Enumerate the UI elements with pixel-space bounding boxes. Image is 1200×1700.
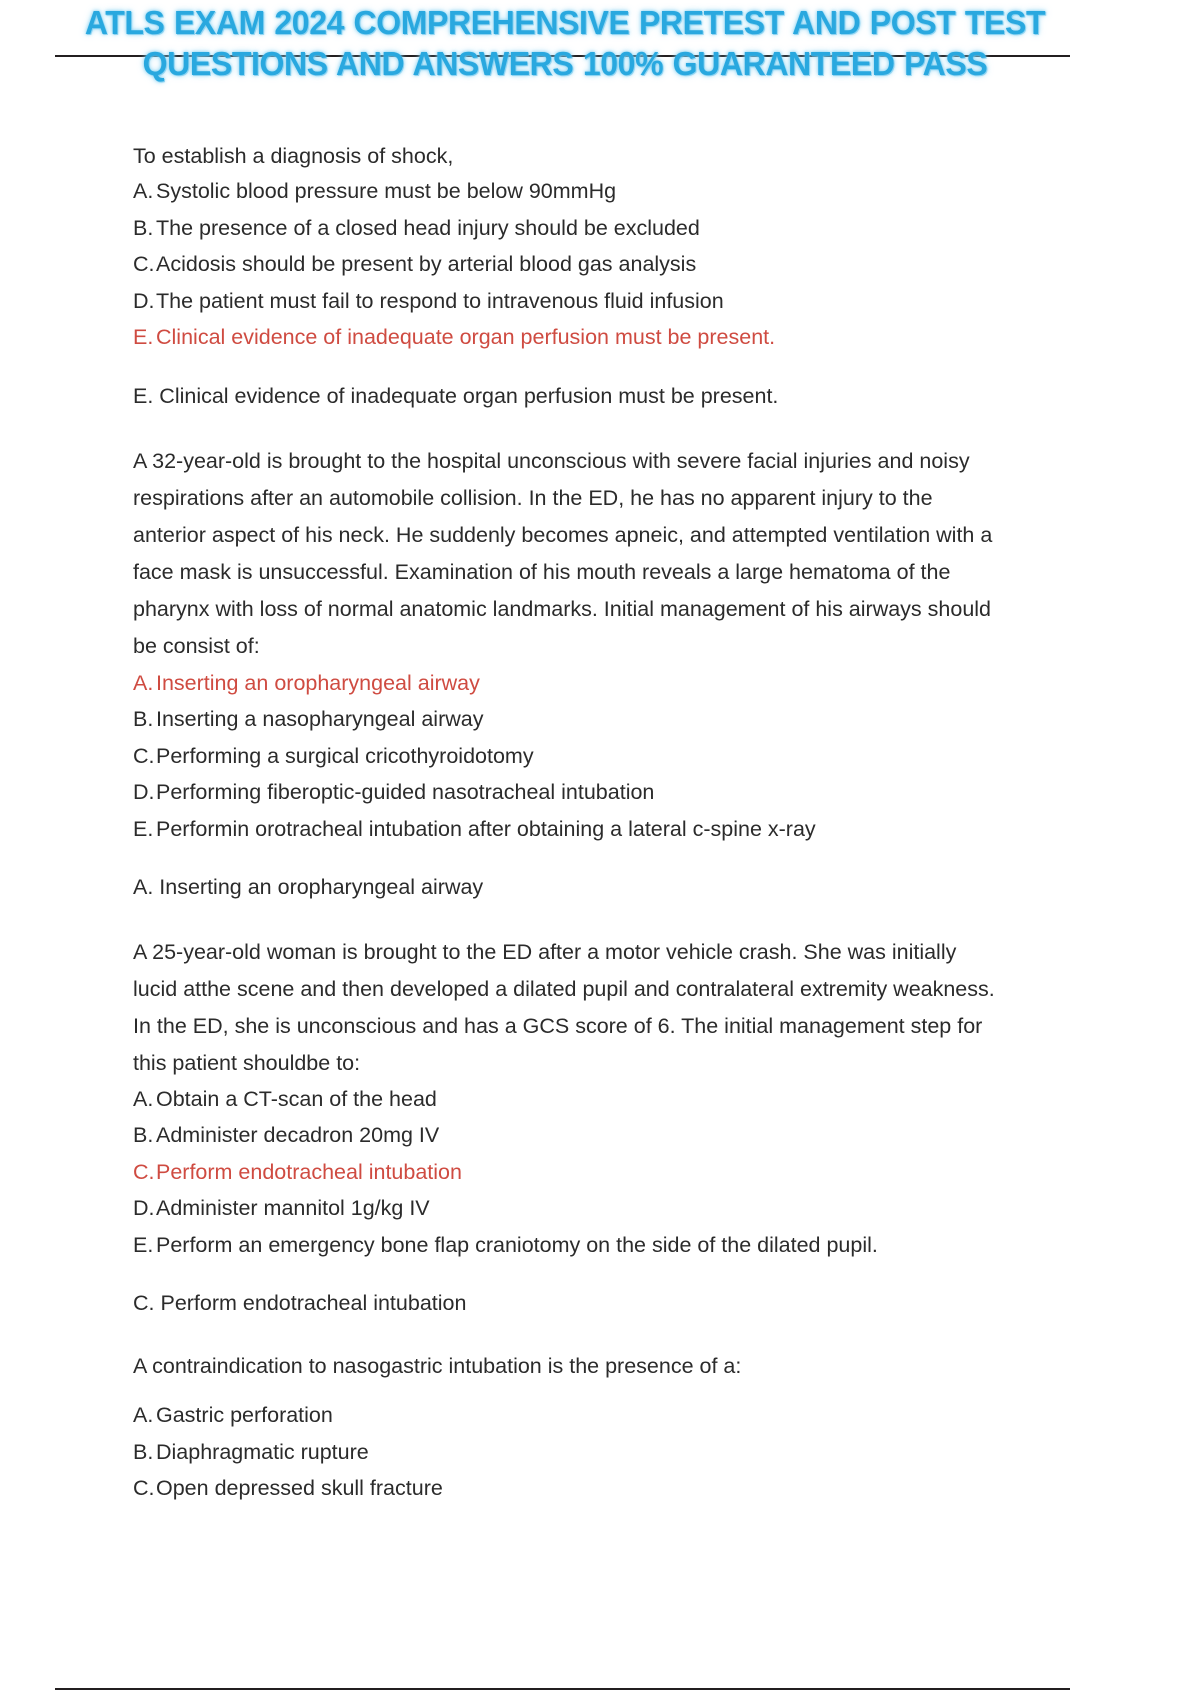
option-row (133, 811, 998, 848)
option-row (133, 738, 998, 775)
footer-divider-rule (55, 1688, 1070, 1690)
option-label: B. (133, 1439, 154, 1464)
option-row (133, 283, 998, 320)
option-row-correct (133, 319, 998, 356)
option-row (133, 1117, 998, 1154)
option-row-correct (133, 665, 998, 702)
answer-line: C. Perform endotracheal intubation (133, 1291, 467, 1315)
question-stem: To establish a diagnosis of shock, (133, 144, 454, 168)
document-title: ATLS EXAM 2024 COMPREHENSIVE PRETEST AND POST TEST QUESTIONS AND ANSWERS 100% GUARANTEED PASS (84, 4, 1046, 82)
spacer (133, 847, 998, 869)
spacer (133, 1263, 998, 1285)
option-row (133, 701, 998, 738)
option-text: Perform endotracheal intubation (156, 1159, 462, 1184)
option-label: D. (133, 780, 155, 804)
option-label: A. (133, 1087, 154, 1111)
option-row (133, 1082, 998, 1117)
option-text: Clinical evidence of inadequate organ perfusion must be present. (156, 325, 776, 349)
option-row (133, 1434, 998, 1471)
option-text: Acidosis should be present by arterial blood gas analysis (156, 252, 697, 276)
option-label: D. (133, 288, 155, 313)
question-stem: A 25-year-old woman is brought to the ED after a motor vehicle crash. She was initially lucid atthe scene and then developed a dilated pupil and contralateral extremity weakness. In the ED, she is unconscious and has a GCS score of 6. The initial management step for this patient shouldbe to: (133, 940, 995, 1075)
option-label: C. (133, 1476, 155, 1500)
option-label: E. (133, 816, 154, 841)
option-row-correct (133, 1154, 998, 1191)
spacer (133, 415, 998, 443)
option-label: C. (133, 743, 155, 768)
option-row (133, 1227, 998, 1264)
option-text: Obtain a CT-scan of the head (156, 1087, 437, 1111)
option-row (133, 210, 998, 247)
spacer (133, 1383, 998, 1397)
question-block-1 (133, 140, 998, 415)
option-label: E. (133, 1232, 154, 1257)
option-text: Open depressed skull fracture (156, 1476, 443, 1500)
option-text: Administer decadron 20mg IV (156, 1123, 440, 1147)
option-label: B. (133, 707, 154, 731)
option-row (133, 1397, 998, 1434)
option-text: The presence of a closed head injury should be excluded (156, 215, 700, 240)
option-row (133, 1190, 998, 1227)
option-label: D. (133, 1196, 155, 1220)
question-block-4 (133, 1350, 998, 1507)
spacer (133, 356, 998, 378)
option-row (133, 774, 998, 811)
question-stem: A contraindication to nasogastric intubation is the presence of a: (133, 1354, 742, 1378)
option-text: Inserting a nasopharyngeal airway (156, 707, 484, 731)
answer-line: A. Inserting an oropharyngeal airway (133, 875, 484, 899)
option-text: The patient must fail to respond to intravenous fluid infusion (156, 288, 724, 313)
option-row (133, 1470, 998, 1507)
option-text: Performing a surgical cricothyroidotomy (156, 743, 534, 768)
option-text: Gastric perforation (156, 1403, 333, 1427)
question-stem: A 32-year-old is brought to the hospital unconscious with severe facial injuries and noisy respirations after an automobile collision. In the ED, he has no apparent injury to the anterior aspect of his neck. He suddenly becomes apneic, and attempted ventilation with a face mask is unsuccessful. Examination of his mouth reveals a large hematoma of the pharynx with loss of normal anatomic landmarks. Initial management of his airways should be consist of: (133, 448, 993, 658)
option-row (133, 246, 998, 283)
spacer (133, 1322, 998, 1350)
document-body (133, 140, 998, 1507)
option-label: B. (133, 1123, 154, 1147)
option-label: A. (133, 1403, 154, 1427)
option-label: A. (133, 179, 154, 203)
option-label: B. (133, 215, 154, 240)
option-label: C. (133, 1159, 155, 1184)
option-text: Administer mannitol 1g/kg IV (156, 1196, 430, 1220)
option-text: Inserting an oropharyngeal airway (156, 670, 480, 695)
answer-line: E. Clinical evidence of inadequate organ perfusion must be present. (133, 383, 779, 408)
option-text: Diaphragmatic rupture (156, 1439, 369, 1464)
option-text: Systolic blood pressure must be below 90mmHg (156, 179, 617, 203)
option-text: Performin orotracheal intubation after obtaining a lateral c-spine x-ray (156, 816, 816, 841)
option-text: Performing fiberoptic-guided nasotracheal intubation (156, 780, 655, 804)
option-row (133, 173, 998, 210)
option-label: C. (133, 252, 155, 276)
spacer (133, 906, 998, 934)
question-block-3 (133, 934, 998, 1322)
option-label: A. (133, 670, 154, 695)
option-text: Perform an emergency bone flap craniotomy on the side of the dilated pupil. (156, 1232, 878, 1257)
question-block-2 (133, 443, 998, 907)
option-label: E. (133, 325, 154, 349)
